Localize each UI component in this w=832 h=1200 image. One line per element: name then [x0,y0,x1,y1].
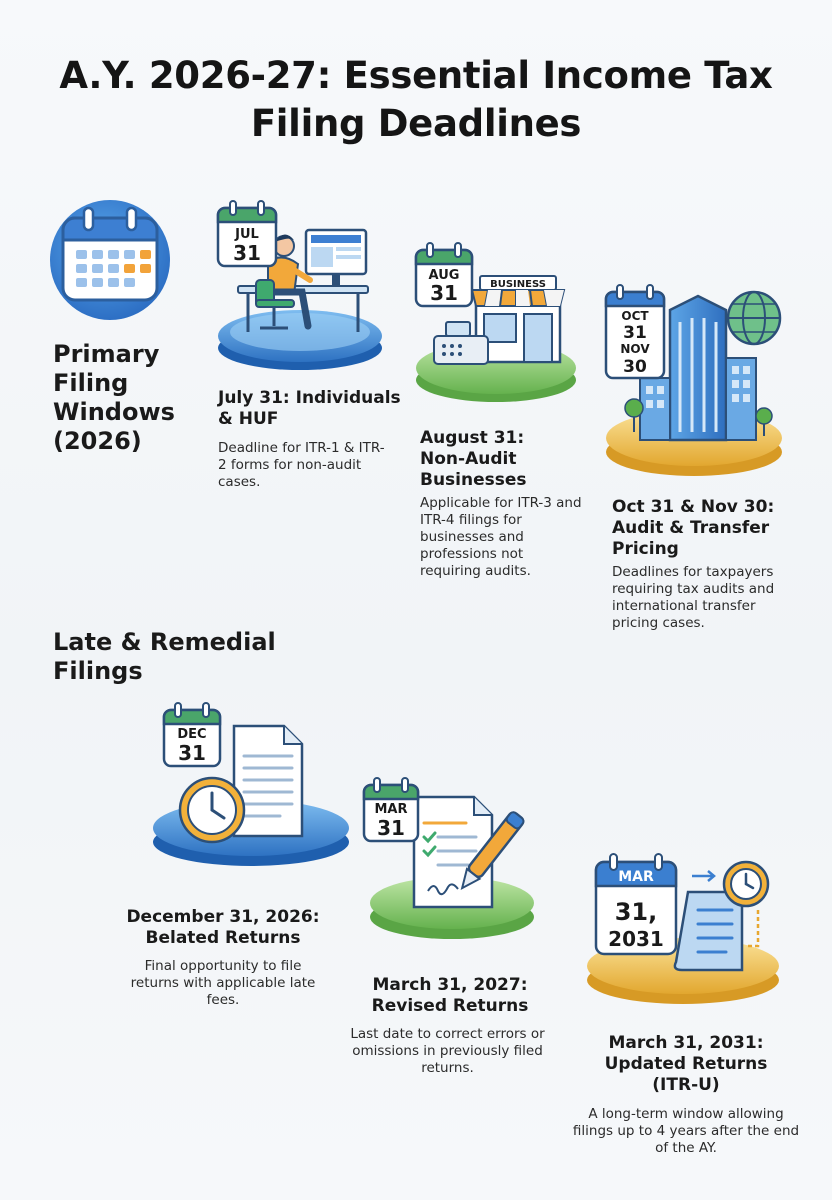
deadline-title: December 31, 2026: Belated Returns [126,907,320,948]
storefront-icon [410,240,582,408]
office-building-globe-icon [600,282,792,482]
calendar-month: AUG [428,268,460,283]
pen-checklist-icon [358,775,540,945]
deadline-title: March 31, 2027: Revised Returns [371,975,529,1016]
deadline-title: Oct 31 & Nov 30: Audit & Transfer Pricing [612,497,775,559]
page-title: A.Y. 2026-27: Essential Income Tax Filing Deadlines [59,54,773,145]
calendar-day: 31 [377,816,405,840]
deadline-title: July 31: Individuals & HUF [218,388,401,429]
calendar-day: 31 [430,281,458,305]
deadline-description: Applicable for ITR-3 and ITR-4 filings for businesses and professions not requiring audits. [420,495,582,579]
calendar-month: MAR [618,869,654,885]
calendar-month: DEC [177,727,207,742]
document-clock-icon [580,850,786,1010]
deadline-description: Final opportunity to file returns with applicable late fees. [130,958,316,1008]
calendar-month-2: NOV [620,342,650,356]
calendar-month: JUL [235,227,259,242]
calendar-month: MAR [374,802,408,817]
section-heading-primary: Primary Filing Windows (2026) [53,340,175,455]
section-heading-late: Late & Remedial Filings [53,628,276,685]
calendar-day: 31 [178,741,206,765]
deadline-description: A long-term window allowing filings up to 4 years after the end of the AY. [572,1106,800,1156]
deadline-description: Last date to correct errors or omissions in previously filed returns. [350,1026,545,1076]
calendar-header-icon [38,198,182,322]
deadline-title: March 31, 2031: Updated Returns (ITR-U) [604,1033,768,1095]
deadline-title: August 31: Non-Audit Businesses [420,428,527,490]
person-at-computer-icon [208,200,392,372]
calendar-day-2: 30 [623,357,647,377]
deadline-description: Deadlines for taxpayers requiring tax audits and international transfer pricing cases. [612,564,775,631]
deadline-description: Deadline for ITR-1 & ITR-2 forms for non-audit cases. [218,440,385,490]
calendar-day: 31 [233,241,261,265]
calendar-day: 31, [614,898,658,926]
clock-document-icon [148,700,354,872]
calendar-year: 2031 [608,927,664,951]
calendar-day: 31 [623,323,647,343]
calendar-month: OCT [621,309,649,323]
shop-sign: BUSINESS [490,279,546,290]
